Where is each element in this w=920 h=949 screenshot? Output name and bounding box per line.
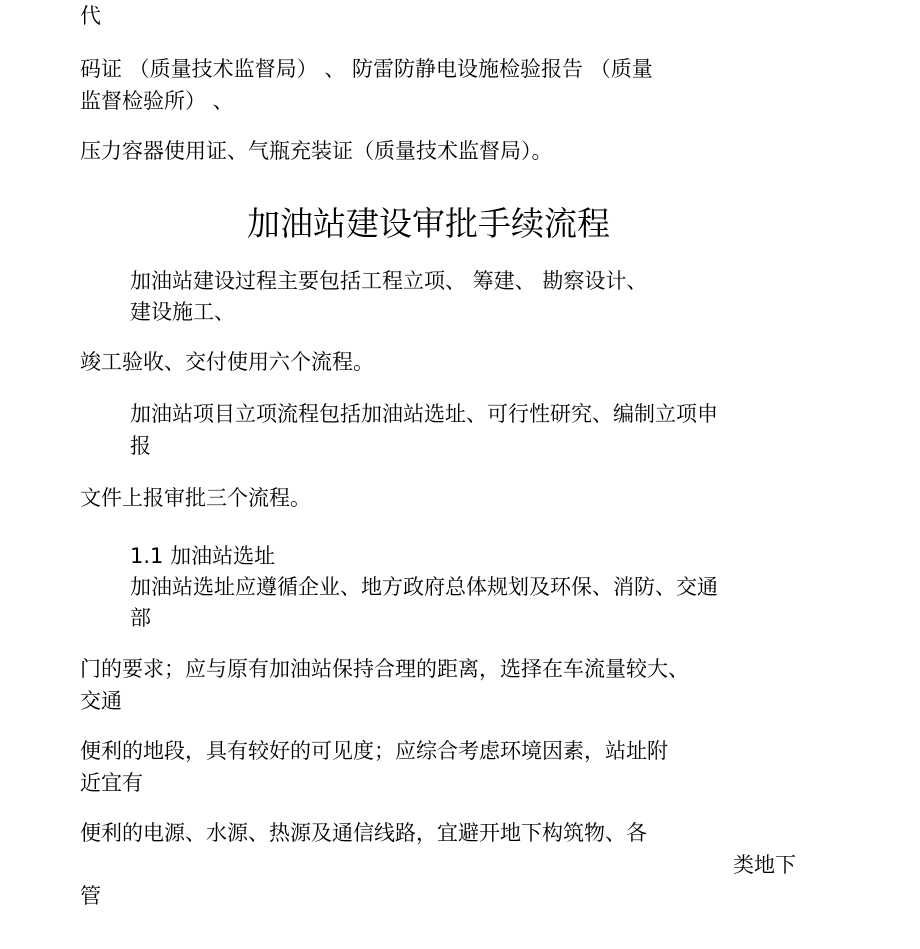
intro-line-3: 竣工验收、交付使用六个流程。: [80, 350, 374, 374]
section-line-9: 管: [80, 884, 101, 908]
certificates-line-1: 码证 （质量技术监督局） 、 防雷防静电设施检验报告 （质量: [80, 57, 653, 81]
intro-line-1: 加油站建设过程主要包括工程立项、 筹建、 勘察设计、: [130, 269, 648, 293]
section-line-4: 交通: [80, 689, 122, 713]
intro-line-2: 建设施工、: [130, 300, 235, 324]
fragment-line: 代: [80, 4, 101, 28]
project-line-3: 文件上报审批三个流程。: [80, 486, 311, 510]
section-line-6: 近宜有: [80, 771, 143, 795]
section-line-8: 类地下: [733, 853, 796, 877]
section-line-1: 加油站选址应遵循企业、地方政府总体规划及环保、消防、交通: [130, 575, 718, 599]
certificates-line-2: 监督检验所） 、: [80, 89, 234, 113]
section-line-5: 便利的地段，具有较好的可见度；应综合考虑环境因素，站址附: [80, 739, 668, 763]
pressure-vessel-line: 压力容器使用证、气瓶充装证（质量技术监督局）。: [80, 139, 553, 163]
section-line-2: 部: [130, 606, 151, 630]
page-title: 加油站建设审批手续流程: [247, 204, 610, 243]
section-heading: 1.1 加油站选址: [130, 544, 276, 568]
project-line-2: 报: [130, 434, 151, 458]
project-line-1: 加油站项目立项流程包括加油站选址、可行性研究、编制立项申: [130, 402, 718, 426]
section-line-7: 便利的电源、水源、热源及通信线路，宜避开地下构筑物、各: [80, 821, 647, 845]
section-line-3: 门的要求；应与原有加油站保持合理的距离，选择在车流量较大、: [80, 657, 689, 681]
